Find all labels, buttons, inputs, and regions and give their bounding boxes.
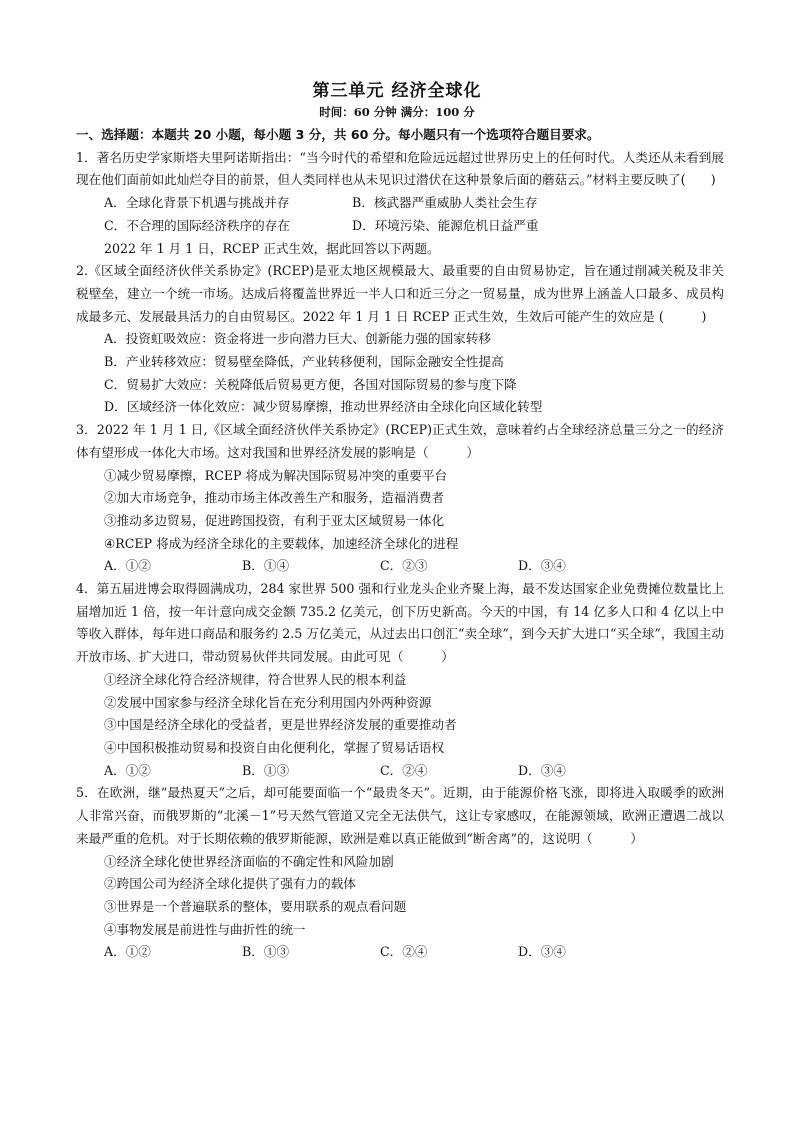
question-2 bbox=[76, 260, 724, 419]
question-3-statement-4: ④RCEP 将成为经济全球化的主要载体，加速经济全球化的进程 bbox=[104, 535, 459, 551]
question-5-statement-1: ①经济全球化使世界经济面临的不确定性和风险加剧 bbox=[104, 853, 394, 869]
exam-content bbox=[76, 124, 724, 964]
question-4-statement-2: ②发展中国家参与经济全球化旨在充分利用国内外两种资源 bbox=[104, 694, 432, 710]
question-4-stem: 4．第五届进博会取得圆满成功，284 家世界 500 强和行业龙头企业齐聚上海，最不发达国家企业免费摊位数量比上届增加近 1 倍，按一年计意向成交金额 735.2 亿美元，创下历史新高。今天的中国，有 14 亿多人口和 4 亿以上中等收入群体，每年进口商品和服务约 2.5 万亿美元，从过去出口创汇“卖全球”，到今天扩大进口“买全球”，我国主动开放市场、扩大进口，带动贸易伙伴共同发展。由此可见（ ） bbox=[76, 581, 724, 665]
question-4-choice-d[interactable]: D．③④ bbox=[518, 762, 566, 778]
question-5-choices bbox=[76, 941, 724, 964]
question-1 bbox=[76, 147, 724, 238]
question-5-choice-d[interactable]: D．③④ bbox=[518, 944, 566, 960]
question-4-statement-1: ①经济全球化符合经济规律，符合世界人民的根本利益 bbox=[104, 671, 407, 687]
question-5-stem: 5．在欧洲，继“最热夏天”之后，却可能要面临一个“最贵冬天”。近期，由于能源价格飞涨，即将进入取暖季的欧洲人非常兴奋，而俄罗斯的“北溪－1”号天然气管道又完全无法供气，这让专家感叹，在能源领域，欧洲正遭遇二战以来最严重的危机。对于长期依赖的俄罗斯能源，欧洲是难以真正能做到“断舍离”的，这说明（ ） bbox=[76, 785, 724, 846]
question-3-choice-b[interactable]: B．①④ bbox=[242, 558, 290, 574]
question-5-statement-3: ③世界是一个普遍联系的整体，要用联系的观点看问题 bbox=[104, 898, 407, 914]
question-4-statement-3: ③中国是经济全球化的受益者，更是世界经济发展的重要推动者 bbox=[104, 717, 457, 733]
question-1-option-a[interactable]: A．全球化背景下机遇与挑战并存 bbox=[104, 195, 290, 211]
exam-time-and-score: 时间：60 分钟 满分：100 分 bbox=[319, 105, 475, 119]
question-4-choice-b[interactable]: B．①③ bbox=[242, 762, 290, 778]
question-4-choice-c[interactable]: C．②④ bbox=[380, 762, 428, 778]
question-2-option-a[interactable]: A．投资虹吸效应：资金将进一步向潜力巨大、创新能力强的国家转移 bbox=[104, 331, 491, 347]
question-3-statement-2: ②加大市场竞争，推动市场主体改善生产和服务，造福消费者 bbox=[104, 490, 445, 506]
question-2-option-d[interactable]: D．区域经济一体化效应：减少贸易摩擦，推动世界经济由全球化向区域化转型 bbox=[104, 399, 543, 415]
section-heading: 一、选择题：本题共 20 小题，每小题 3 分，共 60 分。每小题只有一个选项符合题目要求。 bbox=[76, 127, 600, 142]
question-5-statement-2: ②跨国公司为经济全球化提供了强有力的载体 bbox=[104, 876, 356, 892]
question-5-statement-4: ④事物发展是前进性与曲折性的统一 bbox=[104, 921, 306, 937]
question-5-choice-a[interactable]: A．①② bbox=[104, 944, 151, 960]
page-title: 第三单元 经济全球化 bbox=[312, 81, 482, 101]
question-4 bbox=[76, 578, 724, 782]
question-3-choice-d[interactable]: D．③④ bbox=[518, 558, 566, 574]
question-3-stem: 3．2022 年 1 月 1 日,《区域全面经济伙伴关系协定》(RCEP)正式生效，意味着约占全球经济总量三分之一的经济体有望形成一体化大市场。这对我国和世界经济发展的影响是（ ） bbox=[76, 422, 724, 460]
shared-material-note: 2022 年 1 月 1 日，RCEP 正式生效，据此回答以下两题。 bbox=[104, 240, 440, 256]
question-1-stem: 1．著名历史学家斯塔夫里阿诺斯指出：“当今时代的希望和危险远远超过世界历史上的任何时代。人类还从未看到展现在他们面前如此灿烂夺目的前景，但人类同样也从未见识过潜伏在这种景象后面的蘑菇云。”材料主要反映了( ) bbox=[76, 149, 724, 188]
question-3-choices bbox=[76, 555, 724, 578]
question-1-option-b[interactable]: B．核武器严重威胁人类社会生存 bbox=[352, 195, 538, 211]
question-3-statement-3: ③推动多边贸易，促进跨国投资，有利于亚太区域贸易一体化 bbox=[104, 512, 445, 528]
question-1-option-c[interactable]: C．不合理的国际经济秩序的存在 bbox=[104, 217, 290, 233]
question-4-statement-4: ④中国积极推动贸易和投资自由化便利化，掌握了贸易话语权 bbox=[104, 739, 445, 755]
question-3-choice-a[interactable]: A．①② bbox=[104, 558, 151, 574]
question-3-statement-1: ①减少贸易摩擦，RCEP 将成为解决国际贸易冲突的重要平台 bbox=[104, 467, 448, 483]
question-4-choice-a[interactable]: A．①② bbox=[104, 762, 151, 778]
question-1-option-d[interactable]: D．环境污染、能源危机日益严重 bbox=[352, 217, 539, 233]
question-1-options-row-1 bbox=[76, 192, 724, 215]
question-2-stem: 2.《区域全面经济伙伴关系协定》(RCEP)是亚太地区规模最大、最重要的自由贸易协定，旨在通过削减关税及非关税壁垒，建立一个统一市场。达成后将覆盖世界近一半人口和近三分之一贸易量，成为世界上涵盖人口最多、成员构成最多元、发展最具活力的自由贸易区。2022 年 1 月 1 日 RCEP 正式生效，生效后可能产生的效应是 ( ) bbox=[76, 263, 724, 324]
question-3-choice-c[interactable]: C．②③ bbox=[380, 558, 428, 574]
question-2-option-c[interactable]: C．贸易扩大效应：关税降低后贸易更方便，各国对国际贸易的参与度下降 bbox=[104, 376, 517, 392]
question-5 bbox=[76, 782, 724, 964]
question-1-options-row-2 bbox=[76, 215, 724, 238]
question-4-choices bbox=[76, 760, 724, 783]
question-5-choice-c[interactable]: C．②④ bbox=[380, 944, 428, 960]
question-5-choice-b[interactable]: B．①③ bbox=[242, 944, 290, 960]
question-3 bbox=[76, 419, 724, 578]
question-2-option-b[interactable]: B．产业转移效应：贸易壁垒降低，产业转移便利，国际金融安全性提高 bbox=[104, 354, 504, 370]
